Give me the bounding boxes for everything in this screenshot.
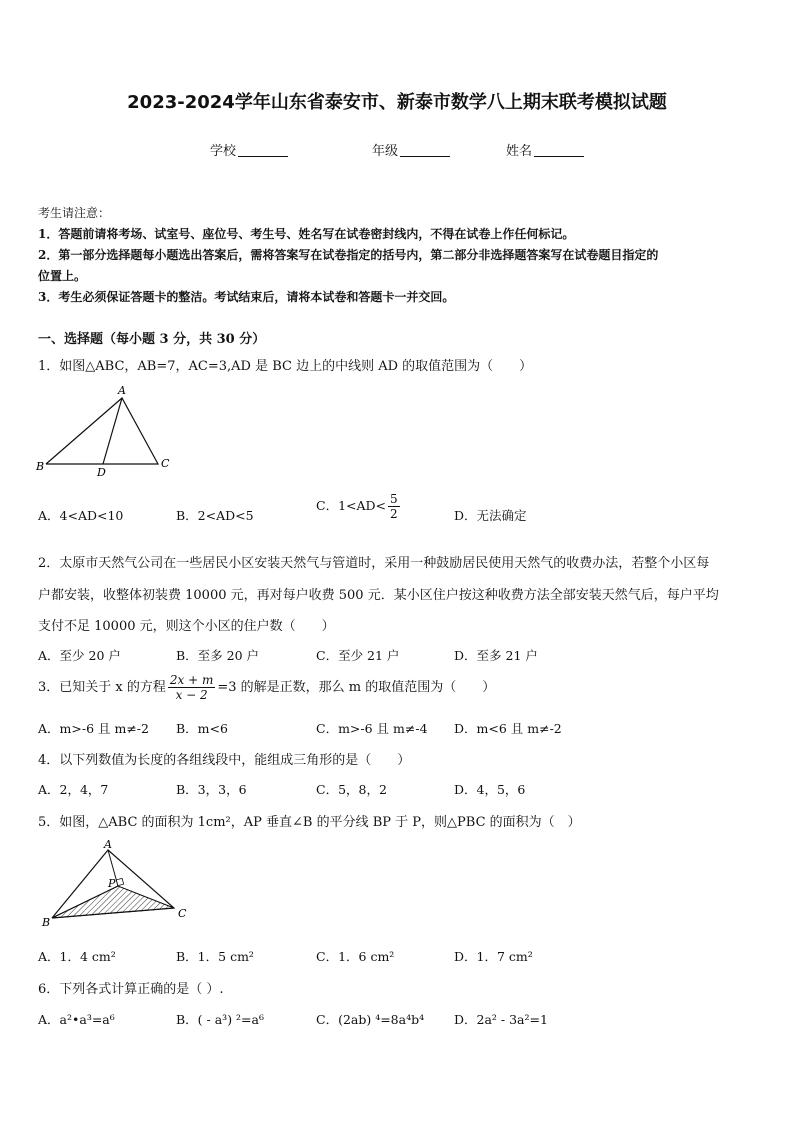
q1-option-a[interactable]: A．4<AD<10 (38, 508, 124, 523)
grade-field (372, 140, 450, 159)
q2-stem-line: 支付不足 10000 元，则这个小区的住户数（ ） (38, 619, 335, 634)
q1-triangle-figure (36, 382, 176, 478)
fraction-numerator: 5 (390, 492, 398, 506)
section-heading: 一、选择题（每小题 3 分，共 30 分） (38, 332, 266, 347)
q2-stem-line: 2．太原市天然气公司在一些居民小区安装天然气与管道时，采用一种鼓励居民使用天然气的收费办法，若整个小区每 (38, 556, 710, 571)
label-p: P (108, 877, 116, 890)
q6-option-b[interactable]: B．( - a³) ²=a⁶ (176, 1012, 264, 1027)
q1-option-c[interactable] (316, 492, 402, 521)
name-label: 姓名 (506, 144, 533, 159)
q5-option-d[interactable]: D．1．7 cm² (454, 949, 533, 964)
q1-option-c-label: C．1<AD< (316, 498, 387, 513)
grade-label: 年级 (372, 144, 399, 159)
q4-option-a[interactable]: A．2，4，7 (38, 782, 109, 797)
q6-stem: 6．下列各式计算正确的是（ ）. (38, 982, 224, 997)
label-b: B (36, 460, 45, 473)
fraction-numerator: 2x + m (169, 673, 214, 687)
school-field (210, 140, 288, 159)
q2-option-d[interactable]: D．至多 21 户 (454, 648, 538, 663)
q3-option-b[interactable]: B．m<6 (176, 721, 228, 736)
q3-option-c[interactable]: C．m>-6 且 m≠-4 (316, 721, 428, 736)
q3-stem (38, 673, 495, 702)
name-blank (534, 144, 584, 157)
q2-option-a[interactable]: A．至少 20 户 (38, 648, 121, 663)
notice-item: 3．考生必须保证答题卡的整洁。考试结束后，请将本试卷和答题卡一并交回。 (38, 290, 455, 304)
q2-stem-line: 户都安装，收整体初装费 10000 元，再对每户收费 500 元．某小区住户按这种收费方法全部安装天然气后，每户平均 (38, 588, 719, 603)
q6-option-c[interactable]: C．(2ab) ⁴=8a⁴b⁴ (316, 1012, 425, 1027)
notice-item: 2．第一部分选择题每小题选出答案后，需将答案写在试卷指定的括号内，第二部分非选择题答案写在试卷题目指定的 (38, 248, 659, 262)
q1-option-b[interactable]: B．2<AD<5 (176, 508, 254, 523)
grade-blank (400, 144, 450, 157)
label-c: C (178, 907, 187, 920)
label-d: D (97, 466, 106, 478)
q5-option-c[interactable]: C．1．6 cm² (316, 949, 395, 964)
label-b: B (42, 916, 51, 929)
q6-option-d[interactable]: D．2a² - 3a²=1 (454, 1012, 548, 1027)
q2-option-c[interactable]: C．至少 21 户 (316, 648, 400, 663)
fraction (388, 492, 400, 521)
q5-triangle-figure (38, 838, 198, 930)
fraction-denominator: x − 2 (175, 688, 208, 702)
right-angle-mark (116, 878, 123, 885)
q4-stem: 4．以下列数值为长度的各组线段中，能组成三角形的是（ ） (38, 753, 411, 768)
q2-option-b[interactable]: B．至多 20 户 (176, 648, 260, 663)
school-label: 学校 (210, 144, 237, 159)
label-a: A (118, 384, 126, 397)
page-title: 2023-2024学年山东省泰安市、新泰市数学八上期末联考模拟试题 (127, 92, 667, 113)
triangle-abc (46, 398, 158, 464)
label-a: A (104, 838, 112, 851)
name-field (506, 140, 584, 159)
q3-stem-post: =3 的解是正数，那么 m 的取值范围为（ ） (217, 680, 496, 695)
notice-item: 位置上。 (38, 269, 87, 283)
equation-fraction (168, 673, 215, 702)
median-ad (103, 398, 122, 464)
school-blank (238, 144, 288, 157)
q4-option-d[interactable]: D．4，5，6 (454, 782, 526, 797)
q5-option-a[interactable]: A．1．4 cm² (38, 949, 116, 964)
q3-option-d[interactable]: D．m<6 且 m≠-2 (454, 721, 562, 736)
notice-heading: 考生请注意： (38, 206, 111, 220)
q3-stem-pre: 3．已知关于 x 的方程 (38, 680, 166, 695)
q6-option-a[interactable]: A．a²•a³=a⁶ (38, 1012, 115, 1027)
q3-option-a[interactable]: A．m>-6 且 m≠-2 (38, 721, 149, 736)
q5-option-b[interactable]: B．1．5 cm² (176, 949, 254, 964)
q5-stem: 5．如图，△ABC 的面积为 1cm²，AP 垂直∠B 的平分线 BP 于 P，则△PBC 的面积为（ ） (38, 815, 581, 830)
q4-option-c[interactable]: C．5，8，2 (316, 782, 387, 797)
q1-option-d[interactable]: D．无法确定 (454, 508, 527, 523)
q1-stem: 1．如图△ABC，AB=7，AC=3,AD 是 BC 边上的中线则 AD 的取值范围为（ ） (38, 359, 533, 374)
q4-option-b[interactable]: B．3，3，6 (176, 782, 247, 797)
label-c: C (161, 457, 170, 470)
notice-item: 1．答题前请将考场、试室号、座位号、考生号、姓名写在试卷密封线内，不得在试卷上作任何标记。 (38, 227, 575, 241)
fraction-denominator: 2 (390, 507, 398, 521)
